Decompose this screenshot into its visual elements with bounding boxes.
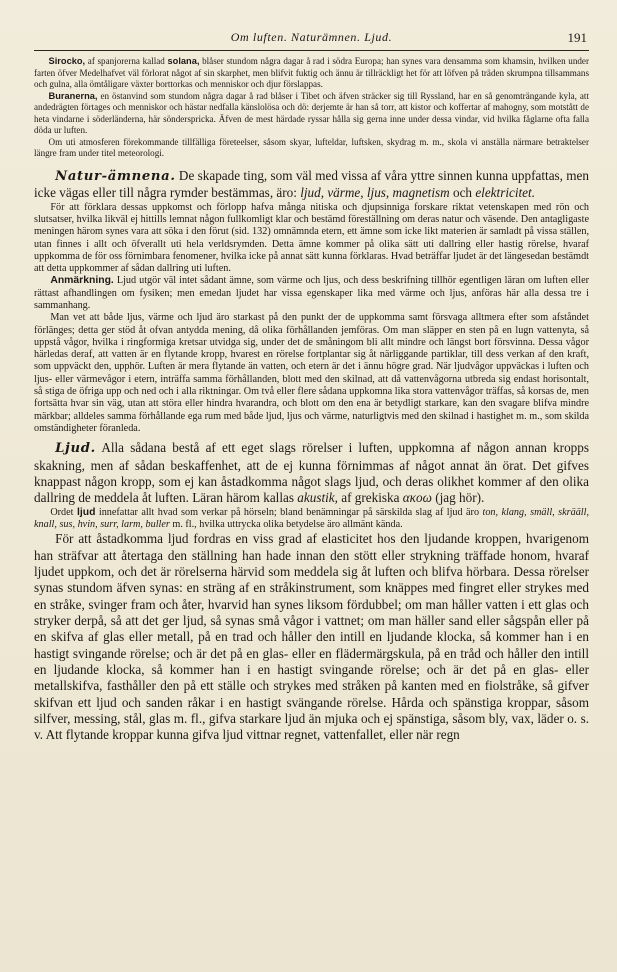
naturamnen-paragraph-4: Man vet att både ljus, värme och ljud äro starkast på den punkt der de uppkomma samt försvaga alltmera efter som afståndet förlänges; detta ger stöd åt ofvan antydda mening, då olika förhållanden jemföras. Om man släpper en sten på en lugn vattenyta, så uppstå vågor, hvilka i ringformiga kretsar utvidga sig, under det de småningom bli allt mindre och längst bort försvinna. Dessa vågor härledas deraf, att vatten är en flytande kropp, hvarest en rörelse fortplantar sig åt närliggande partiklar, till dess verkan af den kraft, som uppväckt den, upphör. Luften är mera flytande än vatten, och etern är det i ännu högre grad. När ljudvågor uppväckas i luften och ljus- eller värmevågor i etern, inträffa samma förhållanden, blott med den skilnad, att då vattenvågorna utbreda sig endast horisontalt, så stiga de öfriga upp och ned och i alla riktningar. Om två eller flere sådana uppkomna lika stora vattenvågor träffas, så korsas de, men fortsätta hvar sin väg, utan att störa eller hindra hvarandra, och blott om den ena är betydligt starkare, kan den svagare blifva mindre märkbar; alldeles samma förhållande ega rum med både ljud, ljus och värme, naturligtvis med den skilnad i hastighet m. m., som skilda omständigheter föranleda.	[34, 312, 589, 434]
sirocco-text-a: af spanjorerna kallad	[87, 56, 165, 66]
sirocco-paragraph	[34, 56, 589, 91]
buranerna-text: en östanvind som stundom några dagar å rad blåser i Tibet och äfven sträcker sig till Ryssland, har en så genomträngande kyla, att andedrägten förtages och menniskor och hästar nedfalla känslolösa och dö: derjemte är han så torr, att kistor och koffertar af mahogny, som motstått de heta vindarne i söderländerna, här sönderspricka. Äfven de mest härdade ryssar hålla sig gerna inne under dessa vindar, vid hvilka fåglarne ofta falla döda ur luften.	[34, 90, 589, 136]
ordet-a: Ordet	[50, 506, 74, 518]
naturamnen-intro	[34, 168, 589, 202]
naturamnen-paragraph-2: För att förklara dessas uppkomst och förlopp hafva många nitiska och djupsinniga forskare riktat vetenskapen med rön och slutsatser, hvilka likväl ej hittills lemnat någon fullkomligt klar och bestämd föreställning om deras natur och väsende. Den antagligaste meningen härom synes vara att söka i den förut (sid. 132) omnämnda etern, ett ämne som icke likt materien är samladt på vissa ställen, utan finnes i allt och öfverallt uti hela verldsrymden. Detta ämne kommer på olika sätt uti dallring eller hastig rörelse, hvaraf uppkomma de för oss förnimbara fenomener, hvilka icke på annat sätt kunna förklaras. Hvad beträffar ljudet är det längesedan bestämdt att detta uppkommer af sådan dallring uti luften.	[34, 201, 589, 275]
anmarkning-term: Anmärkning.	[50, 275, 114, 287]
ljud-kinds: ton, klang, smäll, skrääll, knall, sus, hvin, surr, larm, buller	[34, 506, 590, 530]
ordet-b: innefattar allt hvad som verkar på hörseln; bland benämningar på särskilda slag af ljud äro	[98, 506, 480, 518]
naturamnen-heading: Natur-ämnena.	[55, 168, 176, 184]
ljud-paragraph-1	[34, 440, 589, 506]
naturamnen-intro-text: De skapade ting, som väl med vissa af våra yttre sinnen kunna uppfattas, men icke vägas eller till några rymder bestämmas, äro:	[34, 167, 589, 201]
page-number: 191	[567, 30, 587, 45]
ljud-section	[34, 440, 589, 743]
anmarkning-paragraph	[34, 275, 589, 312]
ljud-text-1: Alla sådana bestå af ett eget slags rörelser i luften, uppkomna af någon annan kropps skakning, men af sådan beskaffenhet, att de ej kunna förnimmas af något annat än örat. Det gifves knappast någon kropp, som ej kan åstadkomma något slags ljud, och deras olikhet kommer af den olika dallring de meddela åt luften. Läran härom kallas	[34, 440, 589, 506]
section-gap	[34, 160, 589, 168]
naturamnen-section	[34, 168, 589, 435]
naturamnen-list: ljud, värme, ljus, magnetism	[300, 185, 450, 201]
winds-closing-paragraph: Om uti atmosferen förekommande tillfälliga företeelser, såsom skyar, lufteldar, luftsken, skydrag m. m., skola vi anställa närmare betraktelser längre fram under titel meteorologi.	[34, 136, 589, 159]
sirocco-text-b: blåser stundom några dagar å rad i södra Europa; han synes vara densamma som khamsin, hvilken under farten öfver Medelhafvet väl förlorat något af sin skarphet, men blifvit fuktig och ännu är tillräckligt het för att löfven på träden skrumpna tillsammans och gulna, alla ömtåligare växter borttorkas och menniskor och djur förslappas.	[34, 56, 589, 90]
buranerna-paragraph	[34, 91, 589, 137]
naturamnen-last: elektricitet.	[475, 185, 535, 201]
running-title: Om luften. Naturämnen. Ljud.	[230, 30, 393, 44]
ljud-greek-word: ακοω	[402, 490, 432, 506]
ljud-greek-b: (jag hör).	[435, 490, 485, 506]
sirocco-term: Sirocko,	[48, 56, 86, 66]
ljud-akustik: akustik,	[297, 490, 338, 506]
naturamnen-och: och	[452, 185, 473, 201]
winds-section	[34, 56, 589, 160]
ljud-heading: Ljud.	[55, 441, 96, 457]
buranerna-term: Buranerna,	[48, 90, 98, 101]
ljud-paragraph-3: För att åstadkomma ljud fordras en viss grad af elasticitet hos den ljudande kroppen, hvarigenom han sträfvar att återtaga den ställning han hade innan den stött eller strykning träffade honom, hvaraf ljudet uppkom, och det är rörelserna härvid som meddela sig åt luften och blifva hörbara. Dessa rörelser synas stundom äfven synas: en sträng af en stråkinstrument, som knäppes med fingret eller strykes med en stråke, svinger fram och åter, hvarvid han synes liksom fördubbel; om man håller vatten i ett glas och stryker derpå, så att det ger ljud, så synas små vågor i vattnet; om man häller sand eller sågspån eller på en skifva af glas eller metall, på en trad och håller den intill en ljudande klocka, så kommer han i en hastigt svingande rörelse; och är det på en glas- eller en flädermärgskula, på en tråd och håller den intill en ljudande klocka, så kommer han i en hastigt svingande rörelse; och är det på en glas- eller metallskifva, fasthåller den på ett ställe och strykes med stråken på kanten med en fiolstråke, så gifver skifvan ett ljud och sanden råkar i en hastigt svängande rörelse. Hårda och spänstiga kroppar, såsom silfver, messing, stål, glas m. fl., gifva starkare ljud än mjuka och ej spänstiga, såsom bly, vax, läder o. s. v. Att flytande kroppar kunna gifva ljud vittnar regnet, vattenfallet, eller när regn	[34, 531, 589, 743]
header-rule	[34, 50, 589, 51]
ljud-greek-a: af grekiska	[341, 490, 400, 506]
page-header	[34, 30, 589, 48]
ljud-ordet-paragraph	[34, 507, 589, 532]
ordet-c: m. fl., hvilka uttrycka olika betydelse äro allmänt kända.	[172, 518, 403, 530]
ljud-term: ljud	[76, 506, 96, 518]
solana-term: solana,	[167, 56, 200, 66]
anmarkning-text: Ljud utgör väl intet sådant ämne, som värme och ljus, och dess beskrifning tillhör egentligen läran om luften eller rättast afhandlingen om fysiken; men emedan ljudet har vissa egenskaper lika med värme och ljus, anföras här alla dessa tre i sammanhang.	[34, 275, 589, 311]
